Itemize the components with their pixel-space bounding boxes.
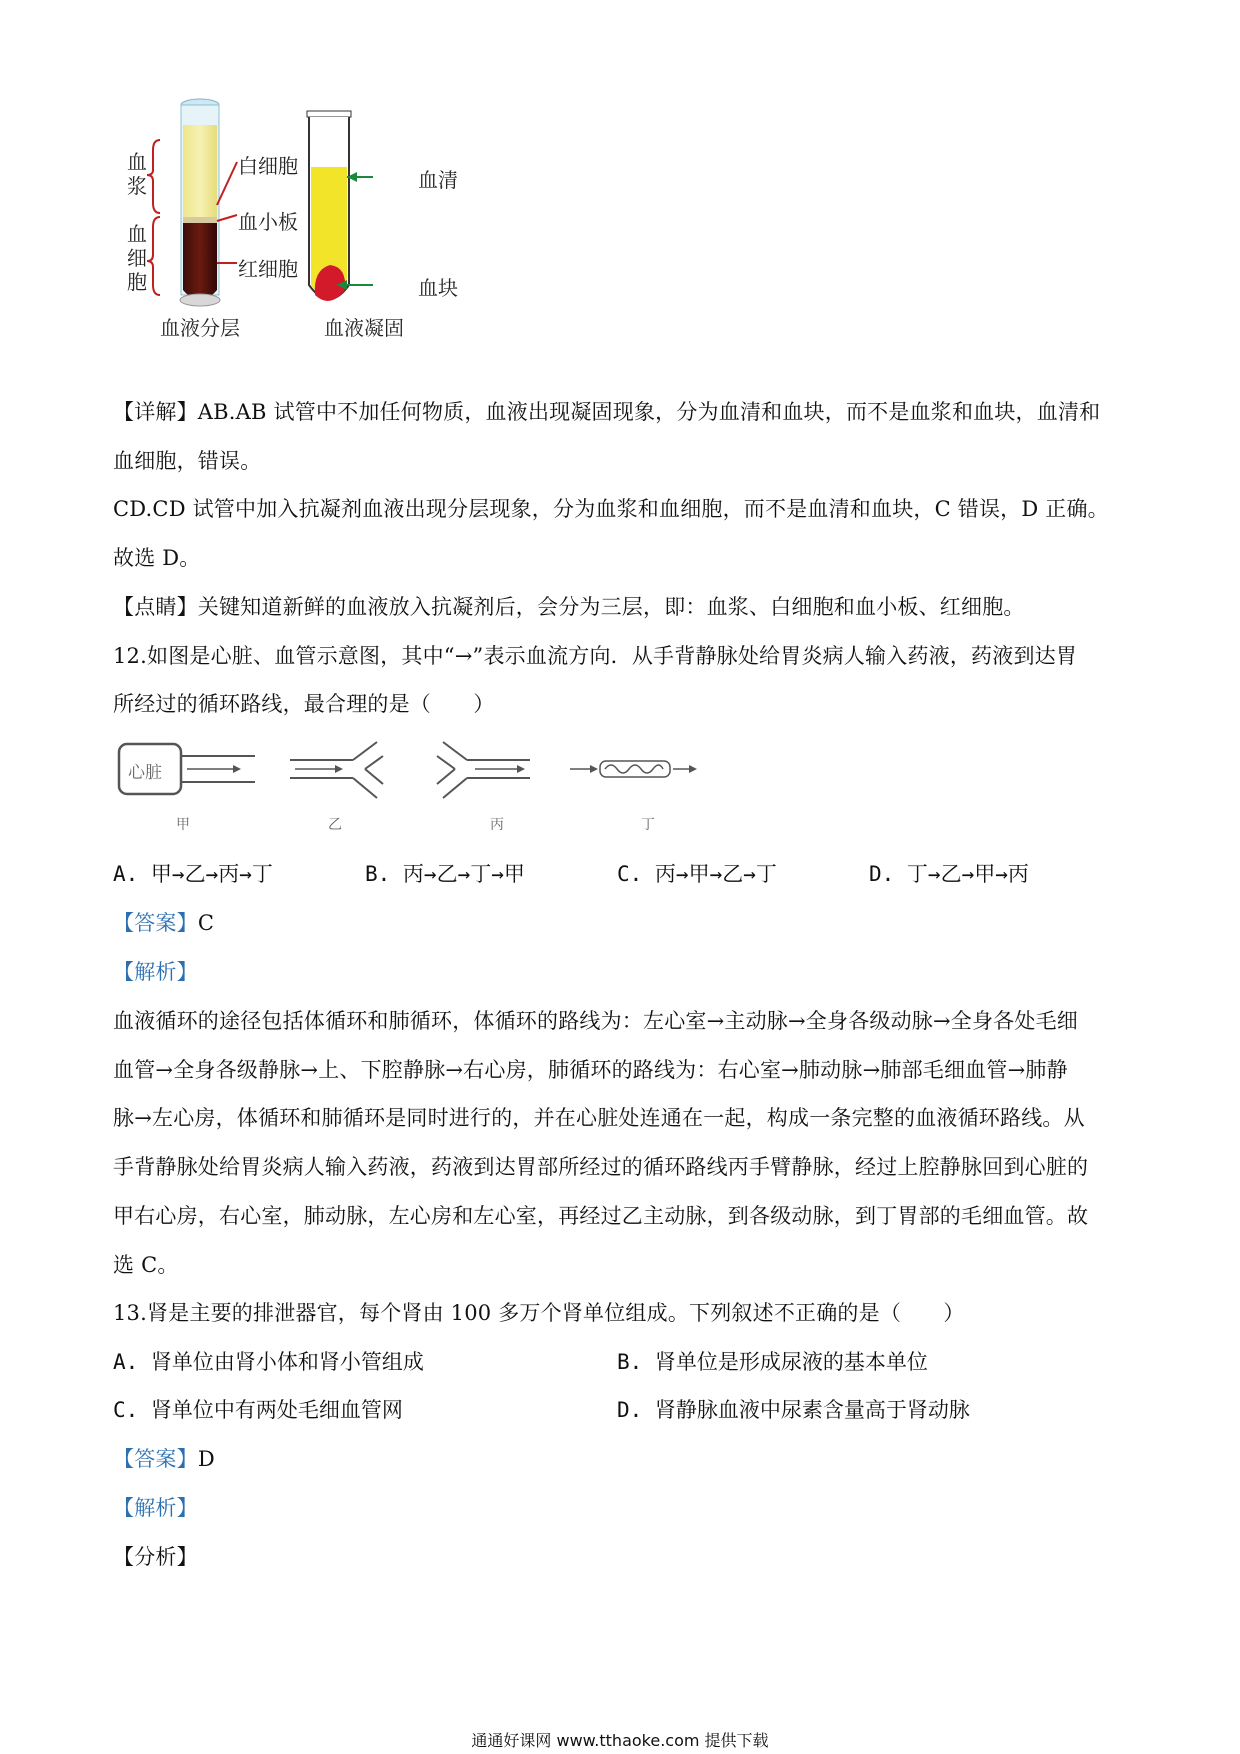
caption-jia: 甲	[176, 817, 190, 833]
key-point-line: 【点睛】关键知道新鲜的血液放入抗凝剂后，会分为三层，即：血浆、白细胞和血小板、红细胞。	[113, 595, 1025, 619]
q12-analysis-line-4: 手背静脉处给胃炎病人输入药液，药液到达胃部所经过的循环路线丙手臂静脉，经过上腔静脉回到心脏的	[113, 1155, 1089, 1179]
label-serum: 血清	[418, 168, 458, 192]
q12-analysis-line-6: 选 C。	[113, 1253, 179, 1277]
side-label-plasma: 血浆	[127, 150, 147, 198]
answer-tag: 【答案】	[113, 1447, 198, 1471]
explain-line-2: 血细胞，错误。	[113, 449, 262, 473]
q13-option-d: D. 肾静脉血液中尿素含量高于肾动脉	[617, 1398, 970, 1422]
q12-answer	[113, 909, 214, 937]
label-red-blood-cell: 红细胞	[238, 257, 298, 281]
answer-tag: 【答案】	[113, 911, 198, 935]
heart-label: 心脏	[128, 763, 162, 783]
label-platelet: 血小板	[238, 210, 298, 234]
caption-ding: 丁	[641, 817, 655, 833]
caption-blood-layering: 血液分层	[160, 316, 240, 340]
q13-analysis-tag: 【解析】	[113, 1496, 198, 1520]
page-footer: 通通好课网 www.tthaoke.com 提供下载	[471, 1731, 769, 1750]
q12-stem-line-1: 12.如图是心脏、血管示意图，其中“→”表示血流方向．从手背静脉处给胃炎病人输入药液，药液到达胃	[113, 644, 1078, 668]
q13-option-b: B. 肾单位是形成尿液的基本单位	[617, 1350, 928, 1374]
q13-fenxi-tag: 【分析】	[113, 1545, 198, 1569]
q12-analysis-line-3: 脉→左心房，体循环和肺循环是同时进行的，并在心脏处连通在一起，构成一条完整的血液循环路线。从	[113, 1106, 1085, 1130]
q13-option-c: C. 肾单位中有两处毛细血管网	[113, 1398, 403, 1422]
q12-option-b: B. 丙→乙→丁→甲	[365, 862, 525, 886]
caption-blood-clotting: 血液凝固	[324, 316, 404, 340]
q12-analysis-tag: 【解析】	[113, 960, 198, 984]
side-label-blood-cells: 血细胞	[127, 222, 147, 294]
label-white-blood-cell: 白细胞	[238, 154, 298, 178]
q13-answer	[113, 1445, 215, 1473]
q12-option-c: C. 丙→甲→乙→丁	[617, 862, 777, 886]
explain-line-4: 故选 D。	[113, 546, 201, 570]
explain-line-1: 【详解】AB.AB 试管中不加任何物质，血液出现凝固现象，分为血清和血块，而不是血浆和血块，血清和	[113, 400, 1101, 424]
answer-value: D	[197, 1447, 215, 1471]
q12-stem-line-2: 所经过的循环路线，最合理的是（ ）	[113, 692, 495, 716]
label-blood-clot: 血块	[418, 276, 458, 300]
q13-stem: 13.肾是主要的排泄器官，每个肾由 100 多万个肾单位组成。下列叙述不正确的是（ ）	[113, 1301, 965, 1325]
answer-value: C	[197, 911, 215, 935]
q12-analysis-line-1: 血液循环的途径包括体循环和肺循环，体循环的路线为：左心室→主动脉→全身各级动脉→全身各处毛细	[113, 1009, 1078, 1033]
caption-yi: 乙	[328, 817, 342, 833]
q12-analysis-line-5: 甲右心房，右心室，肺动脉，左心房和左心室，再经过乙主动脉，到各级动脉，到丁胃部的毛细血管。故	[113, 1204, 1089, 1228]
q12-option-a: A. 甲→乙→丙→丁	[113, 862, 273, 886]
caption-bing: 丙	[490, 817, 504, 833]
q12-option-d: D. 丁→乙→甲→丙	[869, 862, 1029, 886]
explain-line-3: CD.CD 试管中加入抗凝剂血液出现分层现象，分为血浆和血细胞，而不是血清和血块，C 错误，D 正确。	[113, 497, 1109, 521]
q12-analysis-line-2: 血管→全身各级静脉→上、下腔静脉→右心房，肺循环的路线为：右心室→肺动脉→肺部毛细血管→肺静	[113, 1058, 1068, 1082]
q13-option-a: A. 肾单位由肾小体和肾小管组成	[113, 1350, 424, 1374]
